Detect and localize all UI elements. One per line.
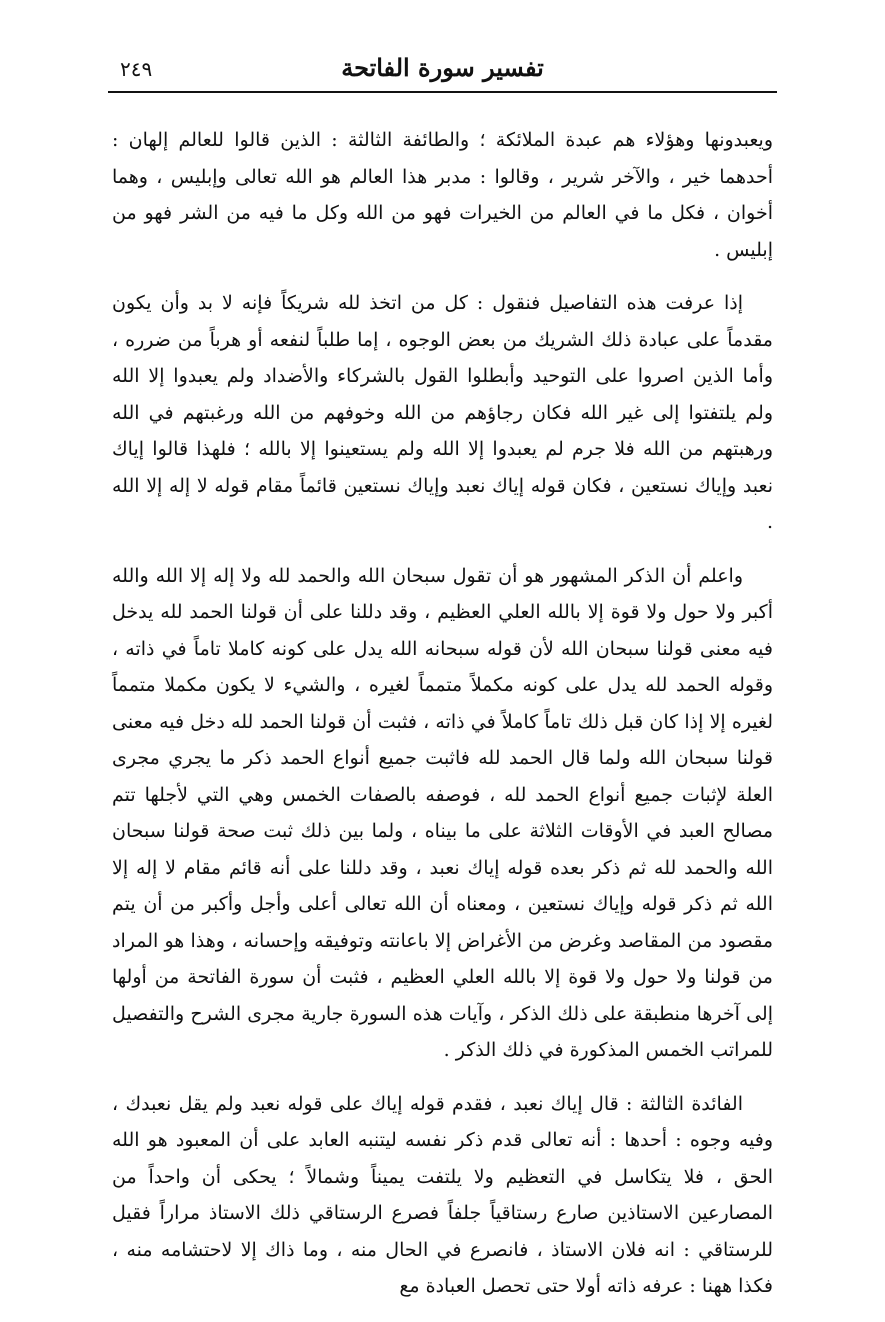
running-header (108, 52, 777, 92)
paragraph-3: واعلم أن الذكر المشهور هو أن تقول سبحان الله والحمد لله ولا إله إلا الله والله أكبر ولا حول ولا قوة إلا بالله العلي العظيم ، وقد دللنا على أن قولنا الحمد لله يدخل فيه معنى قولنا سبحان الله لأن قوله سبحانه الله يدل على كونه كاملا تاماً في ذاته ، وقوله الحمد لله يدل على كونه مكملاً متمماً لغيره ، والشيء لا يكون مكملا متمماً لغيره إلا إذا كان قبل ذلك تاماً كاملاً في ذاته ، فثبت أن قولنا الحمد لله دخل فيه معنى قولنا سبحان الله ولما قال الحمد لله فاثبت جميع أنواع الحمد ذكر ما يجري مجرى العلة لإثبات جميع أنواع الحمد لله ، فوصفه بالصفات الخمس وهي التي لأجلها تتم مصالح العبد في الأوقات الثلاثة على ما بيناه ، ولما بين ذلك ثبت صحة قولنا سبحان الله والحمد لله ثم ذكر بعده قوله إياك نعبد ، وقد دللنا على أنه قائم مقام لا إله إلا الله ثم ذكر قوله وإياك نستعين ، ومعناه أن الله تعالى أعلى وأجل وأكبر من أن يتم مقصود من المقاصد وغرض من الأغراض إلا باعانته وتوفيقه وإحسانه ، وهذا هو المراد من قولنا ولا حول ولا قوة إلا بالله العلي العظيم ، فثبت أن سورة الفاتحة من أولها إلى آخرها منطبقة على ذلك الذكر ، وآيات هذه السورة جارية مجرى الشرح والتفصيل للمراتب الخمس المذكورة في ذلك الذكر . (112, 564, 773, 1061)
page-number: ٢٤٩ (120, 57, 153, 81)
paragraph-2: إذا عرفت هذه التفاصيل فنقول : كل من اتخذ لله شريكاً فإنه لا بد وأن يكون مقدماً على عبادة ذلك الشريك من بعض الوجوه ، إما طلباً لنفعه أو هرباً من ضرره ، وأما الذين اصروا على التوحيد وأبطلوا القول بالشركاء والأضداد ولم يعبدوا إلا الله ولم يلتفتوا إلى غير الله فكان رجاؤهم من الله وخوفهم من الله ورغبتهم في الله ورهبتهم من الله فلا جرم لم يعبدوا إلا الله ولم يستعينوا إلا بالله ؛ فلهذا قالوا إياك نعبد وإياك نستعين ، فكان قوله إياك نعبد وإياك نستعين قائماً مقام قوله لا إله إلا الله . (112, 292, 773, 533)
header-rule (108, 91, 777, 93)
paragraph-1: ويعبدونها وهؤلاء هم عبدة الملائكة ؛ والطائفة الثالثة : الذين قالوا للعالم إلهان : أحدهما خير ، والآخر شرير ، وقالوا : مدبر هذا العالم هو الله تعالى وإبليس ، وهما أخوان ، فكل ما في العالم من الخيرات فهو من الله وكل ما فيه من الشر فهو من إبليس . (112, 129, 773, 261)
paragraph-4: الفائدة الثالثة : قال إياك نعبد ، فقدم قوله إياك على قوله نعبد ولم يقل نعبدك ، وفيه وجوه : أحدها : أنه تعالى قدم ذكر نفسه ليتنبه العابد على أن المعبود هو الله الحق ، فلا يتكاسل في التعظيم ولا يلتفت يميناً وشمالاً ؛ يحكى أن واحداً من المصارعين الاستاذين صارع رستاقياً جلفاً فصرع الرستاقي ذلك الاستاذ مراراً فقيل للرستاقي : انه فلان الاستاذ ، فانصرع في الحال منه ، وما ذاك إلا لاحتشامه منه ، فكذا ههنا : عرفه ذاته أولا حتى تحصل العبادة مع (112, 1092, 773, 1297)
header-title: تفسير سورة الفاتحة (341, 53, 544, 82)
body-text (112, 122, 773, 1322)
